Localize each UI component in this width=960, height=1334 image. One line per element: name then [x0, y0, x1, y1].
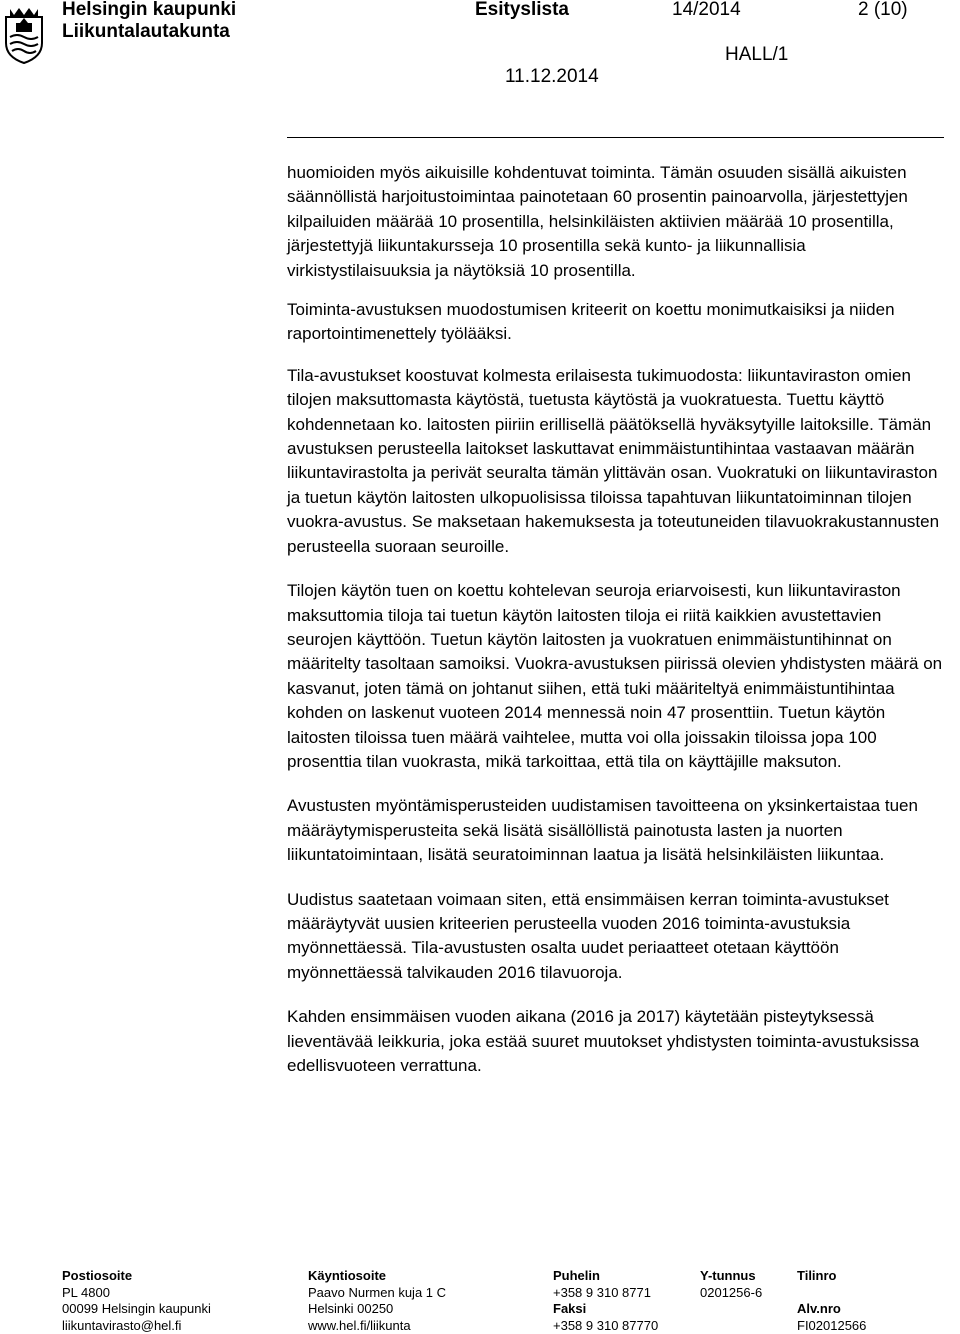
body-paragraph: Kahden ensimmäisen vuoden aikana (2016 ja 2017) käytetään pisteytyksessä lieventävää leikkuria, joka estää suuret muutokset yhdistysten toiminta-avustuksissa edellisvuoteen verrattuna.: [287, 1005, 947, 1078]
footer-website-link[interactable]: www.hel.fi/liikunta: [308, 1318, 446, 1334]
document-body: [287, 161, 947, 1098]
footer-value: 0201256-6: [700, 1285, 762, 1302]
footer-phone: [553, 1268, 658, 1334]
footer-visiting-address: [308, 1268, 446, 1334]
page-number: 2 (10): [858, 0, 908, 21]
footer-value: Helsinki 00250: [308, 1301, 446, 1318]
footer-value: 00099 Helsingin kaupunki: [62, 1301, 211, 1318]
footer-account: [797, 1268, 866, 1334]
footer-business-id: [700, 1268, 762, 1301]
footer-spacer: [797, 1285, 866, 1302]
header-divider: [287, 137, 944, 138]
footer-value: +358 9 310 8771: [553, 1285, 658, 1302]
body-paragraph: Tila-avustukset koostuvat kolmesta erilaisesta tukimuodosta: liikuntaviraston omien tilojen maksuttomasta käytöstä, tuetusta käytöstä ja vuokratuesta. Tuettu käyttö kohdennetaan ko. laitosten piiriin erillisellä päätöksellä hyväksytyille laitoksille. Tämän avustuksen perusteella laitokset laskuttavat enimmäistuntihintaa vastaavan määrän liikuntavirastolta ja perivät seuralta tämän ylittävän osan. Vuokratuki on liikuntaviraston ja tuetun käytön laitosten ulkopuolisissa tiloissa tapahtuvan liikuntatoiminnan tilojen vuokra-avustus. Se maksetaan hakemuksesta ja toteutuneiden tilavuokrakustannusten perusteella suoraan seuroille.: [287, 364, 947, 559]
footer-label: Faksi: [553, 1301, 658, 1318]
footer-label: Alv.nro: [797, 1301, 866, 1318]
footer-email[interactable]: liikuntavirasto@hel.fi: [62, 1318, 211, 1334]
footer-value: +358 9 310 87770: [553, 1318, 658, 1334]
body-paragraph: Avustusten myöntämisperusteiden uudistamisen tavoitteena on yksinkertaistaa tuen määräytymisperusteita sekä lisätä sisällöllistä painotusta lasten ja nuorten liikuntatoimintaan, lisätä seuratoiminnan laatua ja lisätä helsinkiläisten liikuntaa.: [287, 794, 947, 867]
body-paragraph: Uudistus saatetaan voimaan siten, että ensimmäisen kerran toiminta-avustukset määräytyvät uusien kriteerien perusteella vuoden 2016 toiminta-avustuksia myönnettäessä. Tila-avustusten osalta uudet periaatteet otetaan käyttöön myönnettäessä talvikauden 2016 tilavuoroja.: [287, 888, 947, 986]
footer-label: Puhelin: [553, 1268, 658, 1285]
footer-value: Paavo Nurmen kuja 1 C: [308, 1285, 446, 1302]
footer-value: PL 4800: [62, 1285, 211, 1302]
footer-label: Y-tunnus: [700, 1268, 762, 1285]
footer-value: FI02012566: [797, 1318, 866, 1334]
footer-postal-address: [62, 1268, 211, 1334]
department-name: Liikuntalautakunta: [62, 21, 230, 43]
reference-code: HALL/1: [725, 44, 788, 66]
document-date: 11.12.2014: [505, 66, 599, 88]
body-paragraph: Toiminta-avustuksen muodostumisen kriteerit on koettu monimutkaisiksi ja niiden raportointimenettely työlääksi.: [287, 298, 947, 347]
body-paragraph: huomioiden myös aikuisille kohdentuvat toiminta. Tämän osuuden sisällä aikuisten säännöllistä harjoitustoimintaa painotetaan 60 prosentin painoarvolla, järjestettyjen kilpailuiden määrää 10 prosentilla, helsinkiläisten aktiivien määrää 10 prosentilla, järjestettyjä liikuntakursseja 10 prosentilla sekä kunto- ja liikunnallisia virkistystilaisuuksia ja näytöksiä 10 prosentilla.: [287, 161, 947, 283]
organization-name: Helsingin kaupunki: [62, 0, 236, 21]
helsinki-crest-icon: [2, 3, 46, 65]
document-type: Esityslista: [475, 0, 569, 21]
footer-label: Tilinro: [797, 1268, 866, 1285]
document-number: 14/2014: [672, 0, 741, 21]
body-paragraph: Tilojen käytön tuen on koettu kohtelevan seuroja eriarvoisesti, kun liikuntaviraston maksuttomia tiloja tai tuetun käytön laitosten tiloja ei riitä kaikkien avustettavien seurojen käyttöön. Tuetun käytön laitosten ja vuokratuen enimmäistuntihinnat on määritelty tasoltaan samoiksi. Vuokra-avustuksen piirissä olevien yhdistysten määrä on kasvanut, joten tämä on johtanut siihen, että tuki määriteltyä enimmäistuntihintaa kohden on laskenut vuoteen 2014 mennessä noin 47 prosenttiin. Tuetun käytön laitosten tiloissa tuen määrä vaihtelee, mutta voi olla joissakin tiloissa jopa 100 prosenttia tilan vuokrasta, mikä tarkoittaa, että tila on käyttäjille maksuton.: [287, 579, 947, 774]
footer-label: Käyntiosoite: [308, 1268, 446, 1285]
footer-label: Postiosoite: [62, 1268, 211, 1285]
